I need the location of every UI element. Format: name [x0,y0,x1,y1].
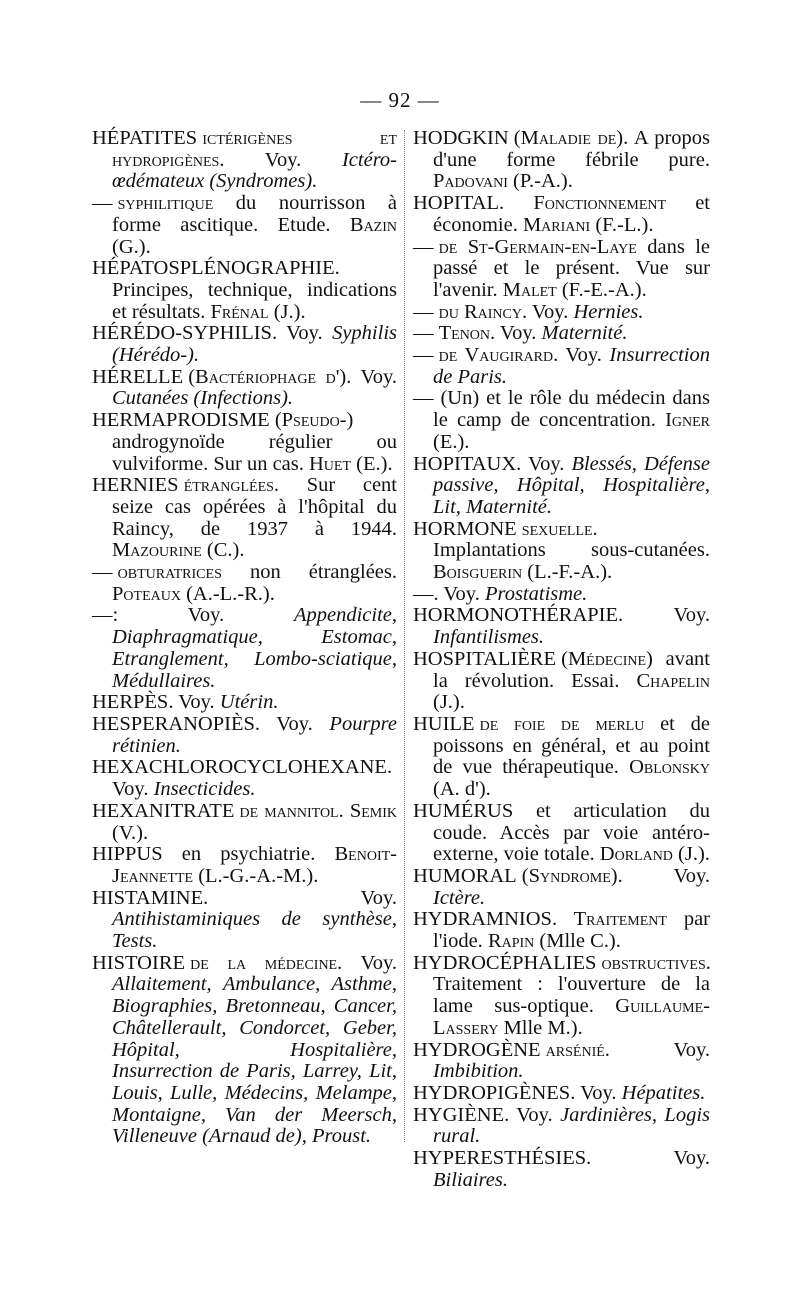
entry-text: . Principes, technique, indications et résultats. [112,257,397,323]
entry-author: Frénal [210,300,269,323]
index-entry [413,519,710,584]
entry-author-initials: (E.). [351,452,393,475]
index-entry [413,801,710,866]
entry-author: Poteaux [112,582,181,605]
entry-author-initials: (J.). [672,843,710,866]
index-entry [413,649,710,714]
entry-heading: HÉRÉDO-SYPHILIS [92,322,272,345]
entry-text: . Voy. [433,582,485,605]
entry-text: . Voy. [604,1038,710,1061]
entry-author-initials: Mlle M.). [498,1016,583,1039]
entry-subheading: sexuelle [521,517,593,540]
entry-heading: HYDRAMNIOS [413,908,552,931]
entry-author-initials: (L.-F.-A.). [522,561,613,584]
entry-subheading: (Médecine) [561,647,653,670]
entry-subheading: syphilitique [117,192,214,215]
entry-reference: Biliaires. [433,1168,508,1191]
entry-heading: HEXACHLOROCYCLOHEXANE [92,756,387,779]
entry-author-initials: (F.-L.). [590,213,654,236]
entry-reference: Blessés, Défense passive, Hôpital, Hospitalière, Lit, Maternité. [433,452,710,518]
index-entry [413,302,710,324]
entry-heading: — [413,387,434,410]
entry-subheading: obturatrices [117,561,222,584]
entry-author: Padovani [433,170,508,193]
entry-heading: HORMONOTHÉRAPIE [413,604,618,627]
entry-subheading: ictérigènes et hydropigènes [112,127,397,171]
index-entry [92,888,397,953]
entry-text: . Voy. [618,604,710,627]
entry-subheading: étranglées [183,474,274,497]
index-entry [92,844,397,887]
entry-heading: — [413,344,434,367]
entry-text: . Voy. [490,322,542,345]
entry-reference: Antihistaminiques de synthèse, Tests. [112,908,397,953]
entry-subheading: de mannitol [239,799,339,822]
entry-author: Bazin [349,213,397,236]
entry-author: Chapelin [636,669,710,692]
index-entry [92,410,397,475]
entry-author: Boisguerin [433,561,523,584]
entry-reference: Infantilismes. [433,626,545,649]
index-entry [413,193,710,236]
entry-text: (Un) et le rôle du médecin dans le camp de concentration. [433,387,710,432]
entry-subheading: (Pseudo-) [274,409,354,432]
index-entry [92,475,397,562]
entry-heading: HYDROPIGÈNES [413,1081,571,1104]
entry-heading: HYDROCÉPHALIES [413,951,597,974]
entry-author: Oblonsky [629,756,710,779]
index-entry [92,128,397,193]
entry-heading: HEXANITRATE [92,799,235,822]
entry-text: . [338,799,350,822]
entry-text: . Implantations sous-cutanées. [433,517,710,562]
page-number: — 92 — [360,88,440,112]
entry-heading: HÉPATITES [92,127,198,149]
entry-heading: — [413,300,434,323]
entry-heading: HYDROGÈNE [413,1038,541,1061]
entry-text: . A propos d'une forme fébrile pure. [433,127,710,171]
entry-heading: HISTAMINE [92,886,204,909]
entry-subheading: de St-Germain-en-Laye [438,235,637,258]
index-entry [92,605,397,692]
entry-reference: Insurrection de Paris. [433,344,710,388]
index-entry [92,692,397,714]
entry-text: et articulation du coude. Accès par voie antéro-externe, voie totale. [433,799,710,866]
entry-subheading: de Vaugirard [438,344,554,367]
index-entry [413,128,710,193]
entry-text: . Voy. [570,1081,622,1104]
entry-text: en psychiatrie. [162,843,335,866]
index-entry [413,345,710,388]
entry-reference: Appendicite, Diaphragmatique, Estomac, Etranglement, Lombo-sciatique, Médullaires. [112,604,397,692]
index-entry [413,1083,710,1105]
entry-subheading: (Syndrome) [521,864,618,887]
entry-text: . Voy. [504,1103,561,1126]
entry-author: Rapin [487,930,535,953]
entry-text: et économie. [433,192,710,236]
entry-author: Mazourine [112,539,202,562]
entry-heading: HÉRELLE [92,365,184,388]
entry-text: . Voy. [586,1147,710,1170]
index-entry [413,1040,710,1083]
entry-heading: HERMAPRODISME [92,409,270,432]
entry-author-initials: (P.-A.). [507,170,573,193]
entry-subheading: . Traitement [551,908,667,931]
entry-heading: HUILE [413,712,475,735]
entry-text: et de poissons en général, et au point de vue thérapeutique. [433,712,710,779]
entry-text: . Voy. [516,452,572,475]
entry-heading: HERNIES [92,474,179,497]
entry-reference: Ictéro-œdémateux (Syndromes). [112,148,397,193]
entry-text: . Voy. [617,864,710,887]
entry-subheading: de foie de merlu [479,712,645,735]
entry-heading: HESPERANOPIÈS [92,712,255,735]
entry-reference: Imbibition. [433,1060,524,1083]
entry-heading: HERPÈS [92,691,169,714]
entry-subheading: Tenon [438,322,491,345]
entry-author-initials: (V.). [112,821,149,844]
index-entry [92,953,397,1148]
entry-heading: HODGKIN [413,127,509,149]
entry-author-initials: (C.). [201,539,245,562]
entry-author-initials: (J.). [433,691,465,714]
index-entry [413,1105,710,1148]
index-entry [413,909,710,952]
entry-heading: —: [92,604,119,627]
entry-subheading: du Raincy [438,300,522,323]
entry-heading: — [92,561,113,584]
entry-heading: HORMONE [413,517,517,540]
entry-subheading: obstructives [601,951,706,974]
entry-author: Semik [349,799,397,822]
entry-heading: — [92,192,113,215]
entry-heading: — [413,582,434,605]
entry-heading: — [413,322,434,345]
index-entry [413,388,710,453]
entry-subheading: . Fonctionnement [499,192,667,215]
entry-text: . Voy. [271,322,333,345]
entry-heading: HOPITAL [413,192,500,215]
entry-text: . Voy. [337,951,397,974]
entry-reference: Syphilis (Hérédo-). [112,322,397,367]
entry-reference: Prostatisme. [484,582,588,605]
index-entry [413,323,710,345]
entry-author: Dorland [599,843,673,866]
entry-author-initials: (J.). [268,300,306,323]
entry-text: Voy. [118,604,294,627]
index-entry [413,866,710,909]
entry-heading: HISTOIRE [92,951,186,974]
entry-heading: HOSPITALIÈRE [413,647,556,670]
entry-author-initials: (A.-L.-R.). [180,582,275,605]
index-entry [413,237,710,302]
index-entry [92,562,397,605]
index-entry [92,757,397,800]
index-entry [92,193,397,258]
entry-text: . Voy. [254,712,330,735]
entry-author-initials: (A. d'). [433,778,491,801]
entry-subheading: (Bactériophage d') [188,365,347,388]
entry-text: . Voy. [346,365,397,388]
index-entry [92,367,397,410]
entry-text: . Voy. [168,691,220,714]
entry-text: du nourrisson à forme ascitique. Etude. [112,192,397,236]
entry-author: Benoit-Jeannette [112,843,397,887]
entry-heading: HUMÉRUS [413,799,514,822]
entry-reference: Pourpre rétinien. [112,712,397,757]
entry-reference: Hernies. [573,300,644,323]
index-entry [92,801,397,844]
entry-reference: Insecticides. [153,778,256,801]
entry-reference: Cutanées (Infections). [112,387,294,410]
entry-subheading: (Maladie de) [513,127,624,149]
entry-reference: Jardinières, Logis rural. [433,1103,710,1148]
entry-text: . Voy. [553,344,610,367]
entry-text: . Traitement : l'ouverture de la lame sus-optique. [433,951,711,1018]
entry-text: . Voy. [112,756,393,801]
entry-heading: HÉPATOSPLÉNOGRAPHIE [92,257,335,280]
entry-heading: HOPITAUX [413,452,517,475]
entry-author: Mariani [522,213,591,236]
entry-reference: Utérin. [219,691,279,714]
entry-author: Huet [309,452,352,475]
index-entry [92,258,397,323]
index-entry [413,605,710,648]
entry-author-initials: (Mlle C.). [534,930,621,953]
entry-reference: Ictère. [433,886,486,909]
index-entry [413,454,710,519]
entry-text: avant la révolution. Essai. [433,647,710,692]
entry-subheading: de la médecine [190,951,338,974]
entry-heading: — [413,235,434,258]
entry-text: par l'iode. [433,908,710,953]
entry-author-initials: (E.). [433,430,470,453]
entry-heading: HYPERESTHÉSIES [413,1147,587,1170]
column-divider [404,130,405,1142]
entry-reference: Allaitement, Ambulance, Asthme, Biographies, Bretonneau, Cancer, Châtellerault, Condorcet, Geber, Hôpital, Hospitalière, Insurrection de Paris, Larrey, Lit, Louis, Lulle, Médecins, Melampe, Montaigne, Van der Meersch, Villeneuve (Arnaud de), Proust. [112,973,397,1148]
entry-text: androgynoïde régulier ou vulviforme. Sur un cas. [112,430,397,475]
entry-author: Malet [502,278,557,301]
index-entry [413,584,710,606]
entry-author-initials: (F.-E.-A.). [556,278,647,301]
entry-author: Guillaume-Lassery [433,995,710,1039]
entry-heading: HUMORAL [413,864,517,887]
index-entry [413,953,710,1040]
entry-reference: Maternité. [541,322,628,345]
entry-author-initials: (G.). [112,235,151,258]
index-entry [92,323,397,366]
entry-text: non étranglées. [221,561,397,584]
entry-subheading: arsénié [545,1038,605,1061]
entry-text: dans le passé et le présent. Vue sur l'avenir. [433,235,711,301]
entry-author: Igner [665,409,710,432]
index-entry [413,1148,710,1191]
entry-text: . Voy. [219,148,342,171]
right-column [413,128,710,1191]
left-column [92,128,397,1148]
entry-text: . Voy. [203,886,397,909]
index-entry [413,714,710,801]
entry-heading: HIPPUS [92,843,163,866]
entry-author-initials: (L.-G.-A.-M.). [193,864,319,887]
entry-text: . Voy. [521,300,574,323]
entry-heading: HYGIÈNE [413,1103,505,1126]
entry-reference: Hépatites. [621,1081,706,1104]
entry-text: . Sur cent seize cas opérées à l'hôpital du Raincy, de 1937 à 1944. [112,474,397,540]
index-entry [92,714,397,757]
